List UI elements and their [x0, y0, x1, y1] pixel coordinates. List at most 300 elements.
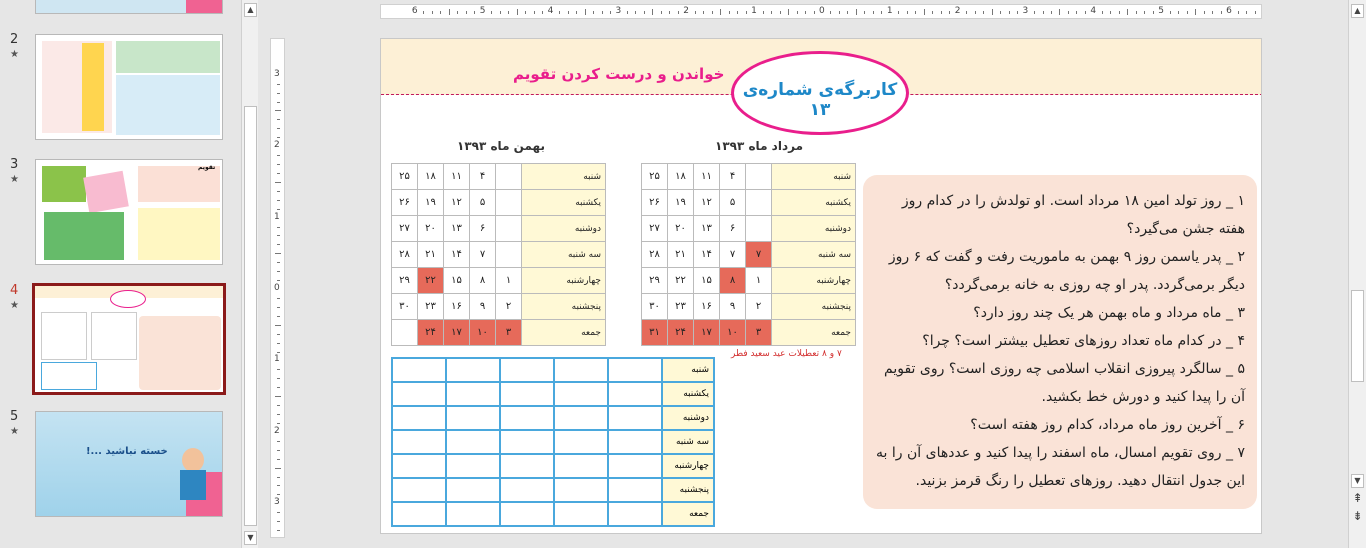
ruler-number: 3	[1022, 6, 1029, 16]
calendar-cell[interactable]: ۲۸	[392, 242, 418, 268]
calendar-cell[interactable]: ۱۶	[444, 294, 470, 320]
calendar-cell[interactable]: ۲۹	[392, 268, 418, 294]
ruler-tick	[277, 352, 280, 353]
ruler-tick	[277, 128, 280, 129]
ruler-tick	[275, 325, 281, 326]
calendar-cell[interactable]: ۸	[470, 268, 496, 294]
calendar-row	[392, 320, 606, 346]
empty-table-cell[interactable]	[608, 430, 662, 454]
calendar-cell[interactable]: ۲۰	[418, 216, 444, 242]
ruler-number: 5	[479, 6, 486, 16]
calendar-cell[interactable]: ۱۸	[418, 164, 444, 190]
ruler-tick	[277, 155, 280, 156]
ruler-tick	[277, 173, 280, 174]
calendar-cell[interactable]: ۲۲	[668, 268, 694, 294]
empty-table-cell[interactable]	[446, 430, 500, 454]
ruler-tick	[1127, 9, 1128, 15]
calendar-cell[interactable]: ۲	[496, 294, 522, 320]
calendar-row	[392, 190, 606, 216]
calendar-right-table[interactable]	[641, 163, 856, 346]
calendar-cell[interactable]: ۱۴	[694, 242, 720, 268]
empty-table-cell[interactable]	[500, 430, 554, 454]
calendar-day-label: سه شنبه	[772, 242, 856, 268]
calendar-cell[interactable]: ۲۶	[642, 190, 668, 216]
calendar-row	[392, 294, 606, 320]
thumbnail-frame[interactable]	[32, 283, 226, 395]
ruler-tick	[864, 11, 865, 14]
next-slide-icon[interactable]: ⇟	[1352, 509, 1363, 523]
ruler-tick	[652, 9, 653, 15]
calendar-cell[interactable]: ۵	[470, 190, 496, 216]
thumbnail-number: 2	[10, 32, 19, 47]
ruler-tick	[814, 11, 815, 14]
ruler-tick	[277, 405, 280, 406]
question-item: ۲ _ پدر یاسمن روز ۹ بهمن به ماموریت رفت و گفت که ۶ روز دیگر برمی‌گردد. پدر او چه روزی به خانه برمی‌گردد؟	[888, 249, 1245, 293]
ruler-tick	[277, 387, 280, 388]
ruler-tick	[534, 11, 535, 14]
calendar-cell[interactable]: ۲۳	[418, 294, 444, 320]
empty-table-cell[interactable]	[500, 502, 554, 526]
calendar-cell[interactable]: ۶	[470, 216, 496, 242]
calendar-day-label: شنبه	[772, 164, 856, 190]
ruler-tick	[277, 93, 280, 94]
empty-table-row	[392, 478, 714, 502]
empty-table-cell[interactable]	[554, 454, 608, 478]
editor-scrollbar[interactable]	[1348, 0, 1366, 548]
ruler-tick	[1017, 11, 1018, 14]
calendar-cell[interactable]: ۱۵	[444, 268, 470, 294]
holiday-note: ۷ و ۸ تعطیلات عید سعید فطر	[731, 349, 842, 359]
empty-table-cell[interactable]	[392, 502, 446, 526]
calendar-cell[interactable]: ۲۵	[642, 164, 668, 190]
ruler-tick	[474, 11, 475, 14]
empty-table-cell[interactable]	[446, 502, 500, 526]
empty-table-cell[interactable]	[608, 478, 662, 502]
ruler-number: 2	[683, 6, 690, 16]
calendar-cell[interactable]: ۱	[496, 268, 522, 294]
calendar-day-label: پنجشنبه	[772, 294, 856, 320]
calendar-day-label: چهارشنبه	[522, 268, 606, 294]
ruler-tick	[1246, 11, 1247, 14]
calendar-cell[interactable]: ۱۱	[694, 164, 720, 190]
ruler-number: 6	[411, 6, 418, 16]
ruler-tick	[1000, 11, 1001, 14]
calendar-cell[interactable]: ۲	[746, 294, 772, 320]
ruler-tick	[500, 11, 501, 14]
calendar-cell[interactable]: ۱۸	[668, 164, 694, 190]
ruler-tick	[277, 378, 280, 379]
scroll-up-button[interactable]: ▲	[244, 3, 257, 17]
ruler-tick	[576, 11, 577, 14]
calendar-cell[interactable]: ۳۰	[642, 294, 668, 320]
calendar-day-label: سه شنبه	[522, 242, 606, 268]
empty-table-row	[392, 382, 714, 406]
thumbnail-frame[interactable]	[35, 34, 223, 140]
calendar-cell[interactable]: ۲۳	[668, 294, 694, 320]
calendar-cell[interactable]: ۷	[470, 242, 496, 268]
empty-table-day-label: جمعه	[662, 502, 714, 526]
empty-table-cell[interactable]	[446, 478, 500, 502]
calendar-cell[interactable]: ۱۷	[444, 320, 470, 346]
calendar-cell[interactable]: ۱۳	[444, 216, 470, 242]
calendar-row	[642, 216, 856, 242]
thumbnail-number: 4	[10, 283, 19, 298]
empty-calendar-table[interactable]	[391, 357, 715, 527]
calendar-cell[interactable]: ۳۰	[392, 294, 418, 320]
empty-table-cell[interactable]	[500, 382, 554, 406]
ruler-tick	[559, 11, 560, 14]
ruler-tick	[275, 468, 281, 469]
empty-table-cell[interactable]	[446, 382, 500, 406]
ruler-tick	[703, 11, 704, 14]
ruler-tick	[277, 343, 280, 344]
calendar-cell[interactable]	[746, 190, 772, 216]
calendar-cell[interactable]: ۵	[720, 190, 746, 216]
calendar-day-label: جمعه	[772, 320, 856, 346]
calendar-cell[interactable]: ۲۵	[392, 164, 418, 190]
empty-table-cell[interactable]	[608, 502, 662, 526]
ruler-tick	[277, 494, 280, 495]
ruler-tick	[277, 262, 280, 263]
ruler-tick	[1085, 11, 1086, 14]
calendar-cell[interactable]: ۱۹	[418, 190, 444, 216]
ruler-tick	[432, 11, 433, 14]
ruler-tick	[423, 11, 424, 14]
calendar-row	[642, 294, 856, 320]
ruler-tick	[1204, 11, 1205, 14]
empty-table-cell[interactable]	[554, 406, 608, 430]
ruler-tick	[542, 11, 543, 14]
ruler-tick	[491, 11, 492, 14]
ruler-tick	[277, 334, 280, 335]
ruler-tick	[275, 110, 281, 111]
empty-table-cell[interactable]	[608, 358, 662, 382]
ruler-tick	[277, 459, 280, 460]
calendar-row	[392, 242, 606, 268]
ruler-tick	[907, 11, 908, 14]
scrollbar-thumb[interactable]	[244, 106, 257, 526]
ruler-tick	[805, 11, 806, 14]
ruler-tick	[277, 209, 280, 210]
calendar-cell[interactable]	[496, 216, 522, 242]
empty-table-day-label: شنبه	[662, 358, 714, 382]
thumbnail-title: خسته نباشید ...!	[86, 446, 168, 457]
calendar-cell[interactable]	[496, 190, 522, 216]
ruler-number: 0	[274, 283, 280, 293]
thumbnail-frame[interactable]	[35, 159, 223, 265]
empty-table-cell[interactable]	[446, 406, 500, 430]
calendar-row	[642, 320, 856, 346]
ruler-tick	[277, 244, 280, 245]
calendar-cell[interactable]: ۳	[496, 320, 522, 346]
calendar-right-title: مرداد ماه ۱۳۹۳	[715, 139, 803, 153]
calendar-cell[interactable]: ۱۵	[694, 268, 720, 294]
empty-table-day-label: یکشنبه	[662, 382, 714, 406]
ruler-tick	[277, 280, 280, 281]
ruler-tick	[797, 11, 798, 14]
ruler-tick	[275, 253, 281, 254]
slide-title[interactable]: کاربرگه‌ی شماره‌ی ۱۳	[742, 80, 898, 120]
thumbnail-title: تقویم	[198, 164, 216, 171]
calendar-cell[interactable]: ۱۹	[668, 190, 694, 216]
calendar-day-label: جمعه	[522, 320, 606, 346]
question-item: ۱ _ روز تولد امین ۱۸ مرداد است. او تولدش را در کدام روز هفته جشن می‌گیرد؟	[901, 193, 1245, 237]
calendar-cell[interactable]: ۴	[470, 164, 496, 190]
ruler-tick	[975, 11, 976, 14]
calendar-cell[interactable]: ۷	[720, 242, 746, 268]
ruler-tick	[1119, 11, 1120, 14]
slide-subtitle[interactable]: خواندن و درست کردن تقویم	[513, 65, 725, 83]
empty-table-cell[interactable]	[500, 478, 554, 502]
ruler-tick	[771, 11, 772, 14]
empty-table-cell[interactable]	[446, 358, 500, 382]
empty-table-cell[interactable]	[392, 430, 446, 454]
ruler-tick	[277, 512, 280, 513]
calendar-row	[392, 164, 606, 190]
ruler-number: 5	[1158, 6, 1164, 16]
calendar-row	[642, 190, 856, 216]
ruler-tick	[277, 530, 280, 531]
calendar-cell[interactable]: ۱	[746, 268, 772, 294]
ruler-tick	[924, 9, 925, 15]
ruler-tick	[966, 11, 967, 14]
calendar-cell[interactable]: ۲۹	[642, 268, 668, 294]
empty-table-cell[interactable]	[608, 454, 662, 478]
ruler-tick	[277, 307, 280, 308]
question-item: ۳ _ ماه مرداد و ماه بهمن هر یک چند روز دارد؟	[973, 305, 1245, 321]
calendar-cell[interactable]: ۹	[470, 294, 496, 320]
ruler-tick	[593, 11, 594, 14]
calendar-cell[interactable]: ۱۲	[694, 190, 720, 216]
ruler-tick	[277, 137, 280, 138]
calendar-cell[interactable]: ۱۱	[444, 164, 470, 190]
calendar-cell[interactable]	[746, 216, 772, 242]
ruler-tick	[568, 11, 569, 14]
ruler-tick	[277, 521, 280, 522]
ruler-tick	[1136, 11, 1137, 14]
ruler-tick	[277, 84, 280, 85]
question-item: ۴ _ در کدام ماه تعداد روزهای تعطیل بیشتر است؟ چرا؟	[922, 333, 1245, 349]
ruler-tick	[277, 423, 280, 424]
empty-table-cell[interactable]	[392, 382, 446, 406]
calendar-cell[interactable]: ۲۲	[418, 268, 444, 294]
calendar-cell[interactable]: ۱۳	[694, 216, 720, 242]
ruler-number: 3	[274, 68, 280, 79]
ruler-number: 4	[547, 6, 554, 16]
ruler-tick	[440, 11, 441, 14]
ruler-number: 6	[1226, 6, 1232, 16]
ruler-tick	[746, 11, 747, 14]
ruler-tick	[1255, 11, 1256, 14]
ruler-tick	[525, 11, 526, 14]
ruler-number: 2	[954, 6, 961, 16]
empty-table-cell[interactable]	[554, 430, 608, 454]
ruler-tick	[457, 11, 458, 14]
ruler-tick	[992, 9, 993, 15]
ruler-tick	[1153, 11, 1154, 14]
ruler-tick	[644, 11, 645, 14]
empty-table-day-label: پنجشنبه	[662, 478, 714, 502]
animation-star-icon: ★	[10, 174, 19, 185]
empty-table-row	[392, 430, 714, 454]
ruler-tick	[277, 298, 280, 299]
ruler-number: 2	[274, 425, 280, 436]
ruler-tick	[277, 369, 280, 370]
ruler-tick	[635, 11, 636, 14]
calendar-cell[interactable]: ۱۷	[694, 320, 720, 346]
calendar-day-label: دوشنبه	[522, 216, 606, 242]
calendar-cell[interactable]	[496, 164, 522, 190]
ruler-tick	[932, 11, 933, 14]
empty-table-cell[interactable]	[392, 454, 446, 478]
empty-table-cell[interactable]	[500, 406, 554, 430]
thumbnails-scrollbar[interactable]	[241, 0, 258, 548]
calendar-cell[interactable]: ۷	[746, 242, 772, 268]
thumbnail-number: 3	[10, 157, 19, 172]
ruler-number: 3	[274, 497, 280, 508]
ruler-tick	[277, 235, 280, 236]
calendar-cell[interactable]: ۲۶	[392, 190, 418, 216]
ruler-tick	[669, 11, 670, 14]
ruler-tick	[1187, 11, 1188, 14]
ruler-tick	[1076, 11, 1077, 14]
ruler-tick	[941, 11, 942, 14]
empty-table-cell[interactable]	[392, 358, 446, 382]
calendar-day-label: دوشنبه	[772, 216, 856, 242]
ruler-tick	[277, 414, 280, 415]
ruler-tick	[277, 191, 280, 192]
questions-box[interactable]	[863, 175, 1257, 509]
calendar-cell[interactable]: ۲۷	[392, 216, 418, 242]
calendar-cell[interactable]: ۱۰	[720, 320, 746, 346]
scroll-up-button[interactable]: ▲	[1351, 4, 1364, 18]
scroll-down-button[interactable]: ▼	[1351, 474, 1364, 488]
question-item: ۷ _ روی تقویم امسال، ماه اسفند را پیدا کنید و عددهای آن را به این جدول انتقال دهید. روزهای تعطیل را رنگ قرمز بزنید.	[876, 445, 1245, 489]
ruler-tick	[1221, 11, 1222, 14]
calendar-row	[642, 268, 856, 294]
empty-table-cell[interactable]	[608, 406, 662, 430]
ruler-tick	[915, 11, 916, 14]
empty-table-cell[interactable]	[500, 358, 554, 382]
ruler-tick	[1144, 11, 1145, 14]
ruler-tick	[1009, 11, 1010, 14]
empty-table-row	[392, 406, 714, 430]
calendar-day-label: یکشنبه	[772, 190, 856, 216]
empty-table-cell[interactable]	[554, 382, 608, 406]
calendar-cell[interactable]	[746, 164, 772, 190]
empty-table-cell[interactable]	[392, 406, 446, 430]
ruler-tick	[1102, 11, 1103, 14]
calendar-cell[interactable]: ۸	[720, 268, 746, 294]
ruler-tick	[277, 119, 280, 120]
ruler-tick	[1059, 9, 1060, 15]
empty-table-cell[interactable]	[554, 358, 608, 382]
ruler-tick	[873, 11, 874, 14]
previous-slide-icon[interactable]: ⇞	[1352, 491, 1363, 505]
calendar-cell[interactable]: ۳۱	[642, 320, 668, 346]
calendar-cell[interactable]: ۱۰	[470, 320, 496, 346]
calendar-cell[interactable]: ۲۴	[668, 320, 694, 346]
ruler-tick	[881, 11, 882, 14]
ruler-tick	[1170, 11, 1171, 14]
empty-table-cell[interactable]	[608, 382, 662, 406]
ruler-tick	[277, 316, 280, 317]
ruler-tick	[277, 485, 280, 486]
calendar-cell[interactable]: ۴	[720, 164, 746, 190]
ruler-tick	[737, 11, 738, 14]
ruler-tick	[1212, 11, 1213, 14]
ruler-tick	[847, 11, 848, 14]
empty-table-cell[interactable]	[446, 454, 500, 478]
title-oval[interactable]	[731, 51, 909, 135]
calendar-cell[interactable]: ۲۰	[668, 216, 694, 242]
animation-star-icon: ★	[10, 49, 19, 60]
ruler-number: 1	[886, 6, 893, 16]
question-item: ۵ _ سالگرد پیروزی انقلاب اسلامی چه روزی است؟ روی تقویم آن را پیدا کنید و دورش خط بکشید.	[884, 361, 1245, 405]
calendar-cell[interactable]: ۱۶	[694, 294, 720, 320]
ruler-tick	[1034, 11, 1035, 14]
thumbnail-number: 5	[10, 409, 19, 424]
calendar-cell[interactable]: ۲۱	[418, 242, 444, 268]
ruler-number: 0	[819, 6, 825, 16]
slide-canvas[interactable]	[380, 38, 1262, 534]
thumbnail-frame[interactable]	[35, 411, 223, 517]
ruler-tick	[1043, 11, 1044, 14]
calendar-cell[interactable]: ۱۴	[444, 242, 470, 268]
calendar-cell[interactable]: ۲۱	[668, 242, 694, 268]
thumbnail-frame[interactable]	[35, 0, 223, 14]
ruler-tick	[949, 11, 950, 14]
empty-table-cell[interactable]	[392, 478, 446, 502]
calendar-cell[interactable]: ۲۴	[418, 320, 444, 346]
calendar-day-label: شنبه	[522, 164, 606, 190]
ruler-tick	[898, 11, 899, 14]
ruler-tick	[277, 441, 280, 442]
ruler-tick	[830, 11, 831, 14]
calendar-cell[interactable]: ۲۷	[642, 216, 668, 242]
scrollbar-thumb[interactable]	[1351, 290, 1364, 382]
ruler-tick	[712, 11, 713, 14]
empty-table-cell[interactable]	[500, 454, 554, 478]
ruler-tick	[449, 9, 450, 15]
slide-editor	[262, 0, 1348, 548]
horizontal-ruler	[380, 4, 1262, 19]
calendar-cell[interactable]	[496, 242, 522, 268]
ruler-tick	[763, 11, 764, 14]
ruler-tick	[277, 450, 280, 451]
ruler-tick	[277, 200, 280, 201]
calendar-cell[interactable]: ۲۸	[642, 242, 668, 268]
empty-table-cell[interactable]	[554, 478, 608, 502]
ruler-number: 2	[274, 140, 280, 151]
empty-table-row	[392, 358, 714, 382]
calendar-row	[392, 216, 606, 242]
animation-star-icon: ★	[10, 426, 19, 437]
ruler-tick	[602, 11, 603, 14]
calendar-cell[interactable]: ۶	[720, 216, 746, 242]
calendar-cell[interactable]	[392, 320, 418, 346]
animation-star-icon: ★	[10, 300, 19, 311]
ruler-tick	[1195, 9, 1196, 15]
ruler-tick	[661, 11, 662, 14]
calendar-cell[interactable]: ۱۲	[444, 190, 470, 216]
empty-table-cell[interactable]	[554, 502, 608, 526]
calendar-left-table[interactable]	[391, 163, 606, 346]
scroll-down-button[interactable]: ▼	[244, 531, 257, 545]
calendar-cell[interactable]: ۳	[746, 320, 772, 346]
calendar-cell[interactable]: ۹	[720, 294, 746, 320]
ruler-tick	[788, 9, 789, 15]
